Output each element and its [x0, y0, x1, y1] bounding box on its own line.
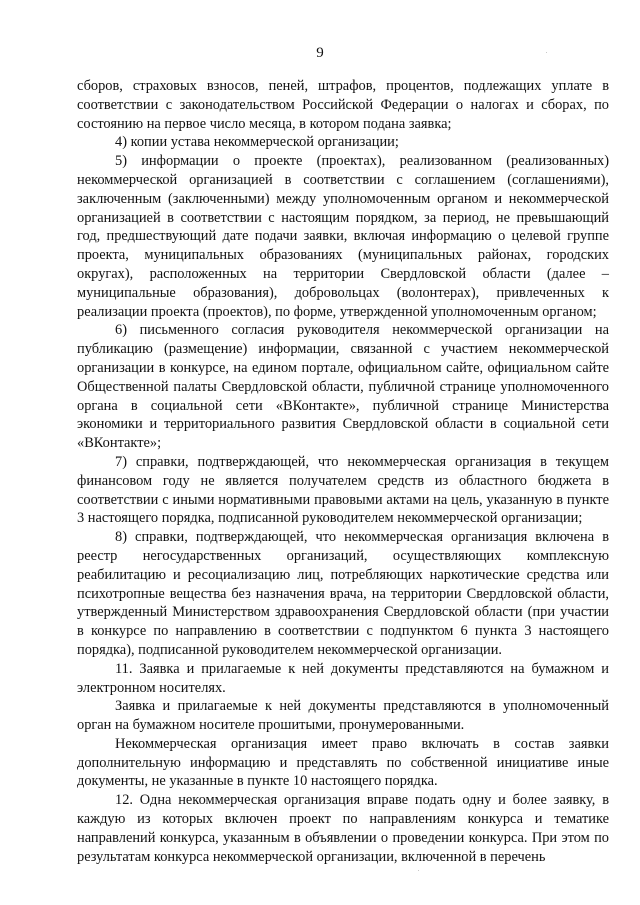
page-number: 9	[316, 45, 324, 61]
scan-speck	[546, 52, 547, 53]
paragraph-item-7: 7) справки, подтверждающей, что некоммерческая организация в текущем финансовом году не является получателем средств из областного бюджета в соответствии с иными нормативными правовыми актами на цель, указанную в пункте 3 настоящего порядка, подписанной руководителем некоммерческой организации;	[77, 453, 609, 527]
paragraph-item-4: 4) копии устава некоммерческой организации;	[115, 134, 399, 151]
document-body	[77, 77, 609, 866]
paragraph-clause-12: 12. Одна некоммерческая организация вправе подать одну и более заявку, в каждую из которых включен проект по направлениям конкурса и тематике направлений конкурса, указанным в объявлении о проведении конкурса. При этом по результатам конкурса некоммерческой организации, включенной в перечень	[77, 792, 609, 865]
paragraph-clause-11: 11. Заявка и прилагаемые к ней документы представляются на бумажном и электронном носителях.	[77, 660, 609, 696]
paragraph-continuation: сборов, страховых взносов, пеней, штрафов, процентов, подлежащих уплате в соответствии с законодательством Российской Федерации о налогах и сборах, по состоянию на первое число месяца, в котором подана заявка;	[77, 78, 609, 132]
paragraph-clause-11-paper: Заявка и прилагаемые к ней документы представляются в уполномоченный орган на бумажном носителе прошитыми, пронумерованными.	[77, 698, 609, 734]
paragraph-clause-11-additional: Некоммерческая организация имеет право включать в состав заявки дополнительную информацию и представлять по собственной инициативе иные документы, не указанные в пункте 10 настоящего порядка.	[77, 735, 609, 790]
paragraph-item-8: 8) справки, подтверждающей, что некоммерческая организация включена в реестр негосударственных организаций, осуществляющих комплексную реабилитацию и ресоциализацию лиц, потребляющих наркотические средства или психотропные вещества без назначения врача, на территории Свердловской области, утвержденный Министерством здравоохранения Свердловской области (при участии в конкурсе по направлению в соответствии с подпунктом 6 пункта 3 настоящего порядка), подписанной руководителем некоммерческой организации.	[77, 529, 609, 658]
paragraph-item-6: 6) письменного согласия руководителя некоммерческой организации на публикацию (размещение) информации, связанной с участием некоммерческой организации в конкурсе, на едином портале, официальном сайте, официальном сайте Общественной палаты Свердловской области, публичной странице уполномоченного органа в социальной сети «ВКонтакте», публичной странице Министерства экономики и территориального развития Свердловской области в социальной сети «ВКонтакте»;	[77, 322, 609, 452]
paragraph-item-5: 5) информации о проекте (проектах), реализованном (реализованных) некоммерческой организацией в соответствии с соглашением (соглашениями), заключенным (заключенными) между уполномоченным органом и некоммерческой организацией в соответствии с настоящим порядком, за период, не превышающий год, предшествующий дате подачи заявки, включая информацию о целевой группе проекта, муниципальных образованиях (муниципальных районах, городских округах), расположенных на территории Свердловской области (далее – муниципальные образования), добровольцах (волонтерах), привлеченных к реализации проекта (проектов), по форме, утвержденной уполномоченным органом;	[77, 153, 609, 320]
scan-speck	[418, 870, 419, 871]
